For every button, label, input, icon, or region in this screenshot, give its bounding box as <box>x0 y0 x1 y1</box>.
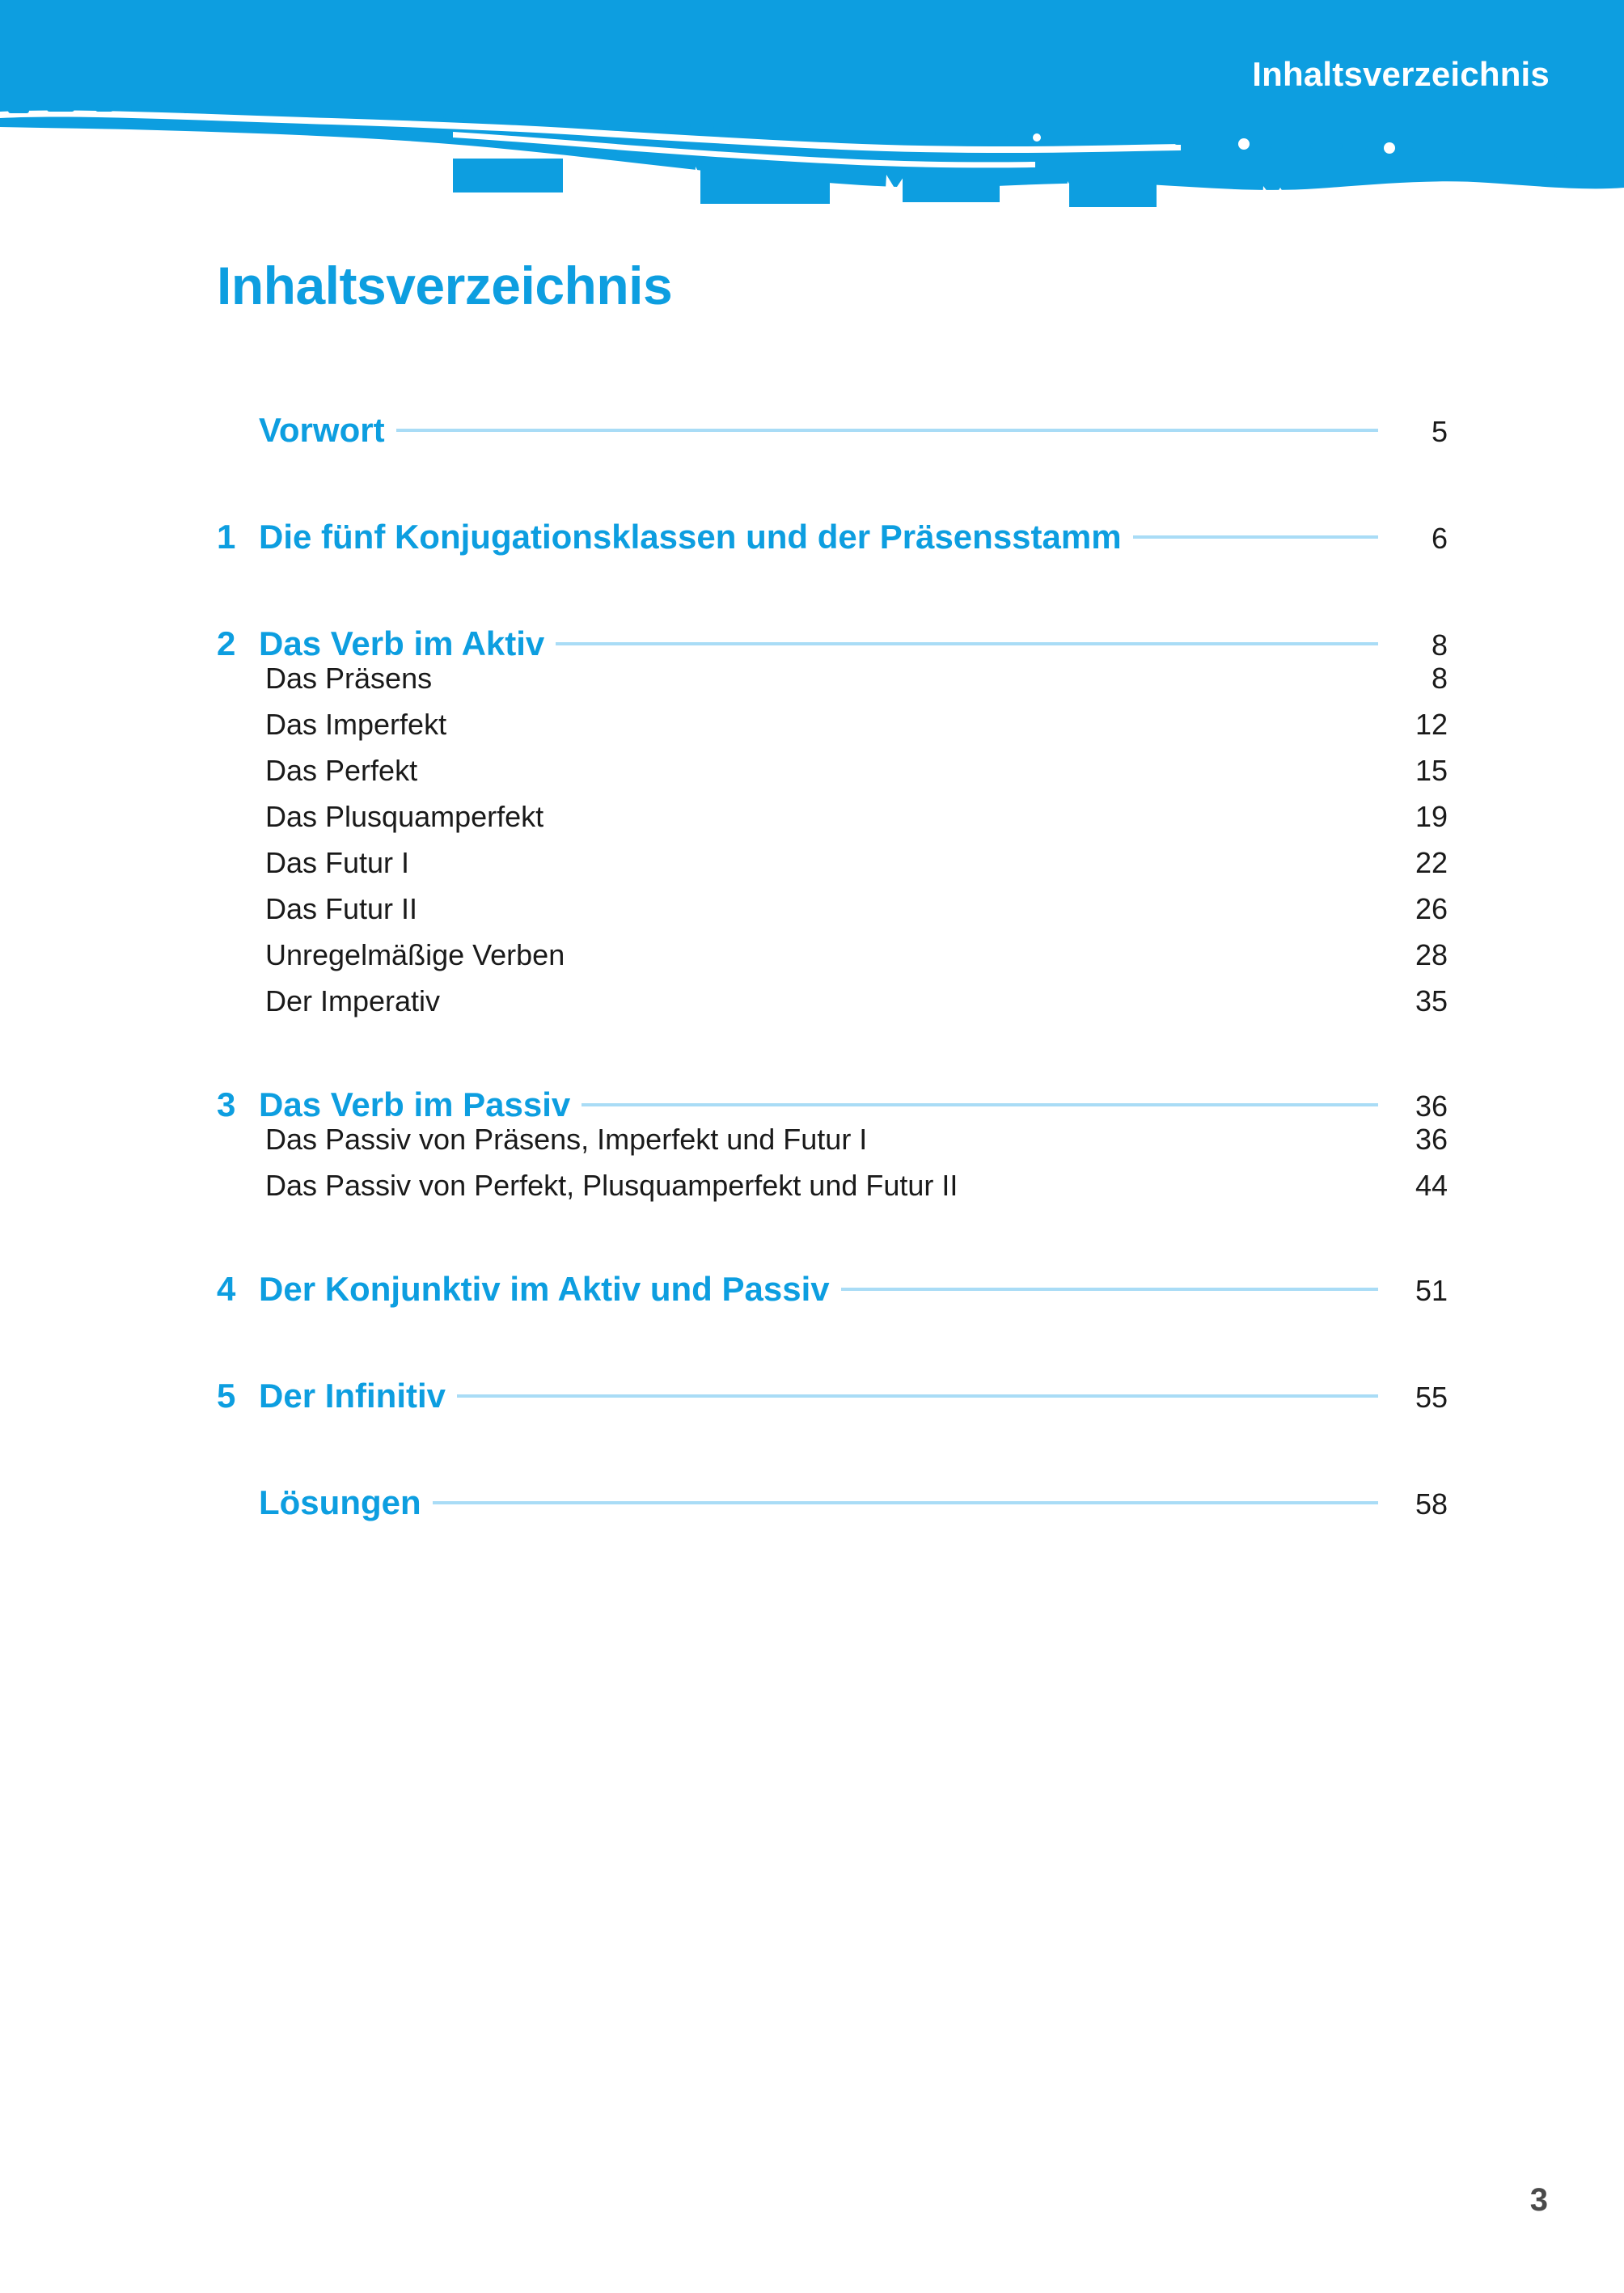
toc-entry-page-number: 36 <box>1415 1123 1448 1156</box>
toc-entry-number: 4 <box>217 1270 236 1308</box>
toc-entry-page-number: 19 <box>1415 800 1448 833</box>
toc-entry-major[interactable] <box>217 605 1448 662</box>
toc-entry-page-number: 15 <box>1415 754 1448 787</box>
toc-entry-number: 1 <box>217 518 236 556</box>
toc-entry-label: Die fünf Konjugationsklassen und der Präsensstamm <box>259 518 1122 556</box>
toc-entry-label: Das Passiv von Perfekt, Plusquamperfekt und Futur II <box>265 1169 958 1202</box>
toc-entry-page-number: 22 <box>1415 846 1448 879</box>
toc-entry-major[interactable] <box>217 391 1448 449</box>
toc-entry-sub[interactable] <box>217 1162 1448 1208</box>
toc-entry-page-number: 26 <box>1415 892 1448 925</box>
toc-entry-page-number: 36 <box>1415 1089 1448 1123</box>
toc-entry-number: 5 <box>217 1377 236 1415</box>
toc-entry-label: Vorwort <box>259 411 385 449</box>
toc-leader-line <box>1133 498 1386 548</box>
toc-entry-sub[interactable] <box>217 747 1448 793</box>
toc-entry-label: Das Verb im Aktiv <box>259 624 545 662</box>
toc-entry-major[interactable] <box>217 1250 1448 1308</box>
toc-entry-label: Das Futur II <box>265 892 418 925</box>
toc-entry-label: Lösungen <box>259 1483 421 1521</box>
toc-leader-line <box>457 1357 1386 1407</box>
toc-entry-label: Der Infinitiv <box>259 1377 446 1415</box>
toc-leader-line <box>582 1066 1386 1116</box>
toc-entry-page-number: 6 <box>1431 522 1448 555</box>
toc-entry-sub[interactable] <box>217 793 1448 840</box>
table-of-contents <box>217 391 1448 1521</box>
toc-leader-line <box>841 1250 1386 1301</box>
toc-entry-sub[interactable] <box>217 1116 1448 1162</box>
toc-entry-number: 2 <box>217 624 236 662</box>
toc-spacer <box>217 1024 1448 1066</box>
toc-entry-label: Das Perfekt <box>265 754 418 787</box>
toc-leader-line <box>556 605 1386 655</box>
toc-entry-page-number: 8 <box>1431 628 1448 662</box>
toc-leader-line <box>433 1464 1386 1514</box>
toc-entry-label: Das Verb im Passiv <box>259 1085 571 1123</box>
toc-entry-sub[interactable] <box>217 701 1448 747</box>
toc-entry-major[interactable] <box>217 1066 1448 1123</box>
toc-entry-label: Das Passiv von Präsens, Imperfekt und Futur I <box>265 1123 868 1156</box>
toc-entry-page-number: 51 <box>1415 1274 1448 1307</box>
toc-entry-label: Der Imperativ <box>265 984 441 1017</box>
toc-entry-label: Das Präsens <box>265 662 433 695</box>
toc-entry-page-number: 28 <box>1415 938 1448 971</box>
toc-entry-label: Das Futur I <box>265 846 410 879</box>
toc-entry-sub[interactable] <box>217 840 1448 886</box>
running-header-title: Inhaltsverzeichnis <box>1252 55 1550 93</box>
toc-entry-major[interactable] <box>217 1357 1448 1415</box>
toc-entry-sub[interactable] <box>217 978 1448 1024</box>
toc-entry-label: Das Imperfekt <box>265 708 447 741</box>
toc-entry-page-number: 44 <box>1415 1169 1448 1202</box>
toc-entry-sub[interactable] <box>217 886 1448 932</box>
toc-entry-number: 3 <box>217 1085 236 1123</box>
toc-entry-page-number: 55 <box>1415 1381 1448 1414</box>
toc-entry-label: Unregelmäßige Verben <box>265 938 565 971</box>
toc-entry-page-number: 12 <box>1415 708 1448 741</box>
page-title: Inhaltsverzeichnis <box>217 256 673 316</box>
toc-leader-line <box>396 391 1386 442</box>
toc-entry-sub[interactable] <box>217 655 1448 701</box>
toc-entry-label: Der Konjunktiv im Aktiv und Passiv <box>259 1270 830 1308</box>
toc-entry-page-number: 35 <box>1415 984 1448 1017</box>
toc-entry-page-number: 58 <box>1415 1487 1448 1521</box>
toc-spacer <box>217 1208 1448 1250</box>
toc-entry-major[interactable] <box>217 498 1448 556</box>
toc-entry-page-number: 5 <box>1431 415 1448 448</box>
toc-spacer <box>217 442 1448 498</box>
footer-page-number: 3 <box>1529 2182 1548 2218</box>
toc-entry-major[interactable] <box>217 1464 1448 1521</box>
toc-entry-page-number: 8 <box>1431 662 1448 695</box>
toc-entry-label: Das Plusquamperfekt <box>265 800 544 833</box>
toc-entry-sub[interactable] <box>217 932 1448 978</box>
